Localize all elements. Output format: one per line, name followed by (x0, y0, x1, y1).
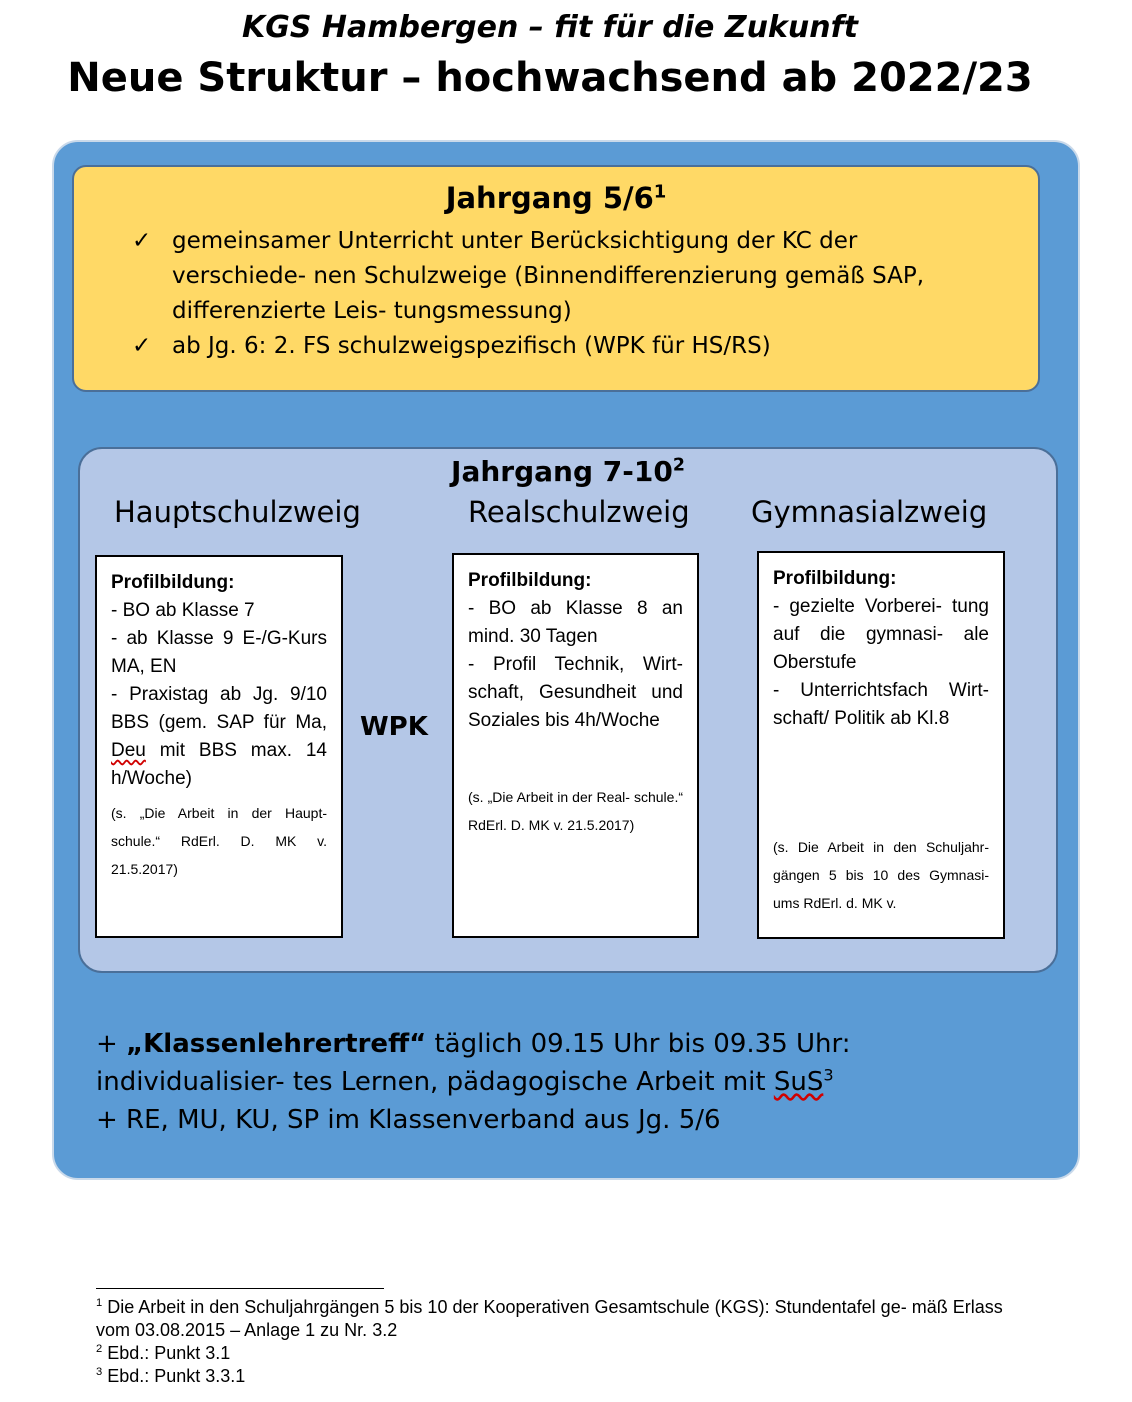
jahrgang-5-6-box (72, 165, 1040, 392)
document-title: Neue Struktur – hochwachsend ab 2022/23 (67, 55, 1033, 101)
klassenlehrertreff-note: + „Klassenlehrertreff“ täglich 09.15 Uhr bis 09.35 Uhr: individualisier- tes Lernen, pädagogische Arbeit mit SuS$^3$ (96, 1029, 851, 1097)
document-subtitle: KGS Hambergen – fit für die Zukunft (242, 10, 858, 45)
gymnasialzweig-heading: Gymnasialzweig (751, 495, 988, 529)
realschulzweig-heading: Realschulzweig (468, 495, 690, 529)
footnote-ref-1: 1 (653, 181, 667, 203)
jahrgang-5-6-heading: Jahrgang $5/6^1$ (445, 181, 667, 215)
realschul-profil-card (452, 553, 699, 938)
footnote: $^2$ Ebd.: Punkt 3.1 (96, 1343, 231, 1363)
klassenverband-note: + RE, MU, KU, SP im Klassenverband aus Jg. 5/6 (96, 1105, 721, 1135)
jahrgang-5-6-list (132, 224, 992, 364)
list-item: ✓ gemeinsamer Unterricht unter Berücksichtigung der KC der verschiede- nen Schulzweige (Binnendifferenzierung gemäß SAP, differenzierte Leis- tungsmessung) (132, 224, 992, 329)
card-source: (s. Die Arbeit in den Schuljahr- gängen 5 bis 10 des Gymnasi- ums RdErl. d. MK v. (773, 839, 989, 911)
footnote-ref-3: 3 (823, 1065, 834, 1085)
hauptschul-profil-card (95, 555, 343, 938)
card-heading: Profilbildung: (111, 572, 235, 593)
card-body: - gezielte Vorberei- tung auf die gymnasi- ale Oberstufe - Unterrichtsfach Wirt- schaft/ Politik ab Kl.8 (773, 596, 989, 729)
card-heading: Profilbildung: (468, 570, 592, 591)
list-item: ✓ ab Jg. 6: 2. FS schulzweigspezifisch (WPK für HS/RS) (132, 329, 992, 364)
footnote-ref-2: 2 (672, 455, 685, 476)
additional-notes (96, 1025, 1026, 1139)
footnote: $^1$ Die Arbeit in den Schuljahrgängen 5 bis 10 der Kooperativen Gesamtschule (KGS): Stundentafel ge- mäß Erlass vom 03.08.2015 – Anlage 1 zu Nr. 3.2 (96, 1297, 1003, 1340)
card-heading: Profilbildung: (773, 568, 897, 589)
card-source: (s. „Die Arbeit in der Real- schule.“ RdErl. D. MK v. 21.5.2017) (468, 789, 683, 833)
jahrgang-7-10-heading: Jahrgang $7-10^2$ (451, 455, 685, 488)
footnotes (96, 1296, 1026, 1388)
footnote: $^3$ Ebd.: Punkt 3.3.1 (96, 1366, 246, 1386)
card-source: (s. „Die Arbeit in der Haupt- schule.“ RdErl. D. MK v. 21.5.2017) (111, 805, 327, 877)
check-icon: ✓ (132, 228, 152, 254)
card-body: - BO ab Klasse 8 an mind. 30 Tagen - Profil Technik, Wirt- schaft, Gesundheit und Soziales bis 4h/Woche (468, 598, 683, 731)
hauptschulzweig-heading: Hauptschulzweig (114, 495, 361, 529)
check-icon: ✓ (132, 333, 152, 359)
footnote-separator (96, 1288, 384, 1289)
card-body: - BO ab Klasse 7 - ab Klasse 9 E-/G-Kurs MA, EN - Praxistag ab Jg. 9/10 BBS (gem. SAP für Ma, Deu mit BBS max. 14 h/Woche) (111, 600, 327, 789)
wpk-label: WPK (360, 712, 428, 742)
gymnasial-profil-card (757, 551, 1005, 939)
